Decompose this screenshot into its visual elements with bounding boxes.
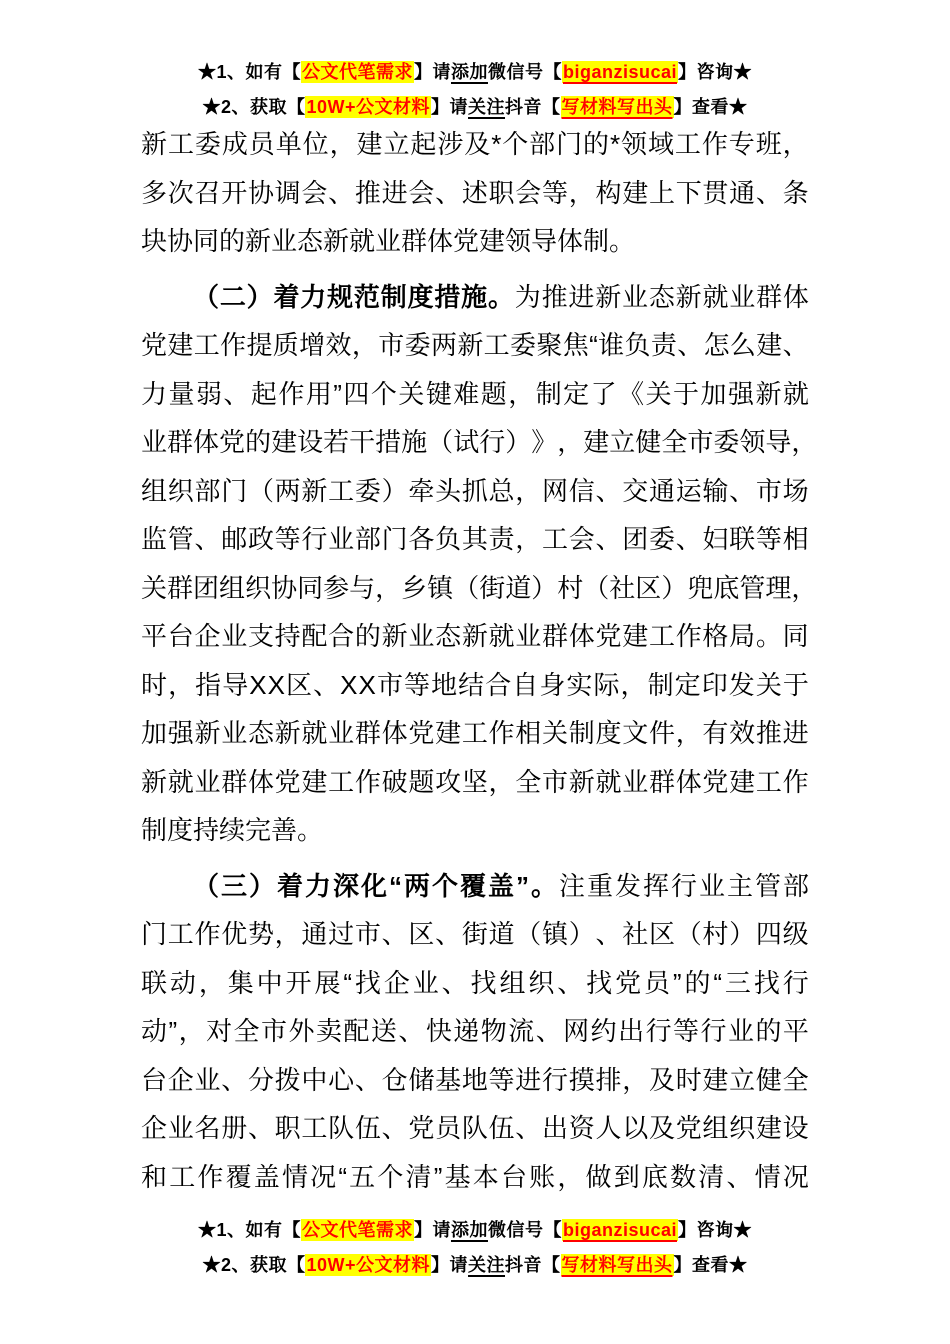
notice-line xyxy=(0,1248,950,1283)
notice-underline-follow: 关注 xyxy=(468,1255,506,1275)
notice-text: 】咨询★ xyxy=(678,62,753,82)
notice-underline-follow: 关注 xyxy=(468,97,506,117)
notice-underline-add: 添加 xyxy=(450,62,488,82)
notice-underline-add: 添加 xyxy=(450,1220,488,1240)
paragraph xyxy=(141,862,809,1202)
text-line: 关 群 团 组 织 协 同 参 与 ， 乡 镇 （ 街 道 ） 村 （ 社 区 ） 兜 底 管 理 ， xyxy=(141,572,818,603)
notice-text: 】查看★ xyxy=(673,97,748,117)
paragraph xyxy=(141,273,818,855)
wechat-id: biganzisucai xyxy=(562,1220,678,1240)
text-line: 监 管 、 邮 政 等 行 业 部 门 各 负 其 责 ， 工 会 、 团 委 、 妇 联 等 相 xyxy=(141,524,809,554)
paragraph xyxy=(141,120,809,266)
notice-text: 】请 xyxy=(413,62,451,82)
text-line: 业 群 体 党 的 建 设 若 干 措 施 （ 试 行 ） 》 ， 建 立 健 全 市 委 领 导 ， xyxy=(141,427,818,457)
douyin-account-name: 写材料写出头 xyxy=(561,97,673,117)
notice-text: ★1、如有【 xyxy=(197,1220,301,1240)
text-line: 台 企 业 、 分 拨 中 心 、 仓 储 基 地 等 进 行 摸 排 ， 及 时 建 立 健 全 xyxy=(141,1064,809,1095)
document-body xyxy=(141,120,818,1201)
text-line: 新 就 业 群 体 党 建 工 作 破 题 攻 坚 ， 全 市 新 就 业 群 体 党 建 工 作 xyxy=(141,766,809,797)
notice-text: 抖音【 xyxy=(505,97,561,117)
notice-text: ★2、获取【 xyxy=(202,97,306,117)
text-line: 力 量 弱 、 起 作 用 ” 四 个 关 键 难 题 ， 制 定 了 《 关 于 加 强 新 就 xyxy=(141,378,809,409)
text-line: 动 ” ， 对 全 市 外 卖 配 送 、 快 递 物 流 、 网 约 出 行 等 行 业 的 平 xyxy=(141,1016,809,1046)
text-line: 多 次 召 开 协 调 会 、 推 进 会 、 述 职 会 等 ， 构 建 上 下 贯 通 、 条 xyxy=(141,177,809,208)
text-line: 制度持续完善。 xyxy=(141,815,324,845)
notice-text: 微信号【 xyxy=(487,62,562,82)
promo-highlight-writing-service: 公文代笔需求 xyxy=(301,62,413,82)
wechat-id: biganzisucai xyxy=(562,62,678,82)
notice-text: 】查看★ xyxy=(673,1255,748,1275)
notice-text: 】请 xyxy=(413,1220,451,1240)
text-line: 时 ， 指 导 X X 区 、 X X 市 等 地 结 合 自 身 实 际 ， 制 定 印 发 关 于 xyxy=(141,669,809,700)
text-line: 联 动 ， 集 中 开 展 “ 找 企 业 、 找 组 织 、 找 党 员 ” 的 “ 三 找 行 xyxy=(141,967,809,998)
text-line: 平 台 企 业 支 持 配 合 的 新 业 态 新 就 业 群 体 党 建 工 作 格 局 。 同 xyxy=(141,621,809,651)
text-line: （ 三 ） 着 力 深 化 “ 两 个 覆 盖 ” 。 注 重 发 挥 行 业 主 管 部 xyxy=(193,870,809,901)
header-notice xyxy=(0,55,950,125)
text-line: 组 织 部 门 （ 两 新 工 委 ） 牵 头 抓 总 ， 网 信 、 交 通 运 输 、 市 场 xyxy=(141,475,809,506)
text-line: 加 强 新 业 态 新 就 业 群 体 党 建 工 作 相 关 制 度 文 件 ， 有 效 推 进 xyxy=(141,718,809,748)
douyin-account-name: 写材料写出头 xyxy=(561,1255,673,1275)
promo-highlight-materials: 10W+公文材料 xyxy=(306,97,431,117)
footer-notice xyxy=(0,1213,950,1283)
notice-text: 】请 xyxy=(431,97,469,117)
text-line: 党 建 工 作 提 质 增 效 ， 市 委 两 新 工 委 聚 焦 “ 谁 负 责 、 怎 么 建 、 xyxy=(141,330,809,360)
notice-line xyxy=(0,1213,950,1248)
text-line: 门 工 作 优 势 ， 通 过 市 、 区 、 街 道 （ 镇 ） 、 社 区 （ 村 ） 四 级 xyxy=(141,919,809,949)
notice-text: ★2、获取【 xyxy=(202,1255,306,1275)
promo-highlight-materials: 10W+公文材料 xyxy=(306,1255,431,1275)
notice-text: 】咨询★ xyxy=(678,1220,753,1240)
notice-text: ★1、如有【 xyxy=(197,62,301,82)
text-line: 和 工 作 覆 盖 情 况 “ 五 个 清 ” 基 本 台 账 ， 做 到 底 数 清 、 情 况 xyxy=(141,1161,809,1192)
notice-text: 抖音【 xyxy=(505,1255,561,1275)
text-line: 企 业 名 册 、 职 工 队 伍 、 党 员 队 伍 、 出 资 人 以 及 党 组 织 建 设 xyxy=(141,1113,809,1143)
text-line: 新 工 委 成 员 单 位 ， 建 立 起 涉 及 * 个 部 门 的 * 领 域 工 作 专 班 ， xyxy=(141,129,809,159)
notice-text: 】请 xyxy=(431,1255,469,1275)
notice-line xyxy=(0,55,950,90)
text-line: 块协同的新业态新就业群体党建领导体制。 xyxy=(141,226,636,256)
notice-text: 微信号【 xyxy=(487,1220,562,1240)
promo-highlight-writing-service: 公文代笔需求 xyxy=(301,1220,413,1240)
text-line: （ 二 ） 着 力 规 范 制 度 措 施 。 为 推 进 新 业 态 新 就 业 群 体 xyxy=(193,281,809,312)
